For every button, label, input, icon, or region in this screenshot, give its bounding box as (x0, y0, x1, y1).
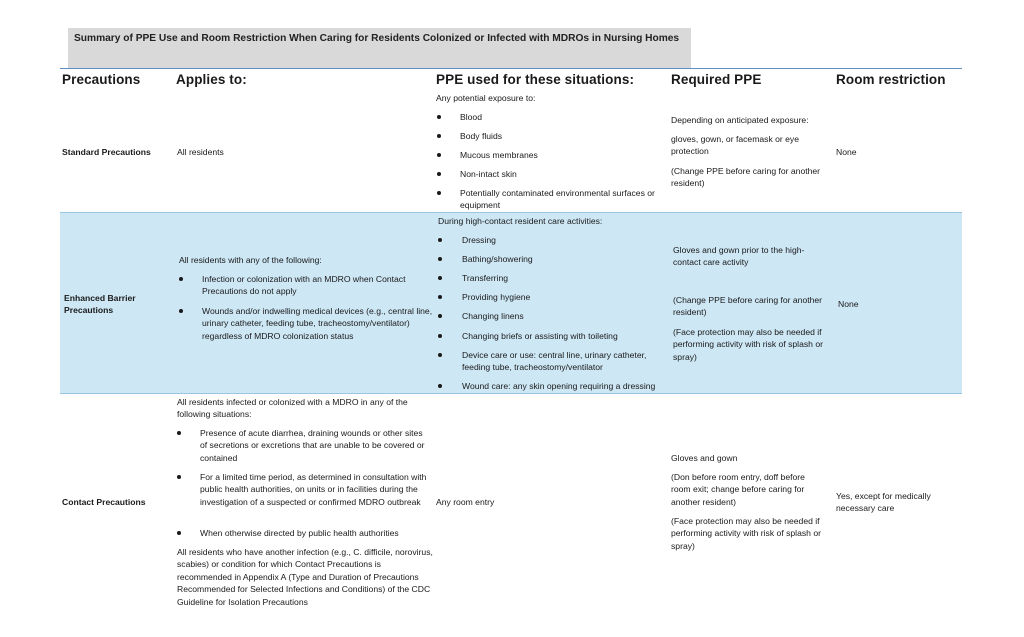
contact-ppe-note-don-doff: (Don before room entry, doff before room exit; change before caring for another resident) (671, 472, 805, 507)
standard-precautions-label: Standard Precautions (62, 147, 151, 157)
list-item: Blood (460, 112, 482, 122)
contact-ppe-main: Gloves and gown (671, 453, 738, 463)
contact-ppe-note-face: (Face protection may also be needed if performing activity with risk of splash or spray) (671, 516, 821, 551)
enhanced-ppe-main: Gloves and gown prior to the high-contact care activity (673, 245, 805, 268)
bullet (438, 295, 442, 299)
header-rule (60, 68, 962, 69)
standard-ppe-intro: Depending on anticipated exposure: (671, 115, 809, 125)
list-item: Changing linens (462, 311, 524, 321)
contact-situations: Any room entry (436, 497, 495, 507)
list-item: Wounds and/or indwelling medical devices (e.g., central line, urinary catheter, feeding tube, tracheostomy/ventilator) regardless of MDRO colonization status (202, 306, 433, 341)
list-item: Wound care: any skin opening requiring a dressing (462, 381, 656, 391)
list-item: Transferring (462, 273, 509, 283)
bullet (438, 353, 442, 357)
bullet (177, 531, 181, 535)
bullet (438, 257, 442, 261)
list-item: When otherwise directed by public health authorities (200, 528, 399, 538)
header-required-ppe: Required PPE (671, 72, 762, 87)
contact-precautions-label: Contact Precautions (62, 497, 146, 507)
standard-ppe-note: (Change PPE before caring for another resident) (671, 166, 821, 189)
list-item: Presence of acute diarrhea, draining wounds or other sites of secretions or excretions that are unable to be covered or contained (200, 428, 425, 463)
contact-applies-outro: All residents who have another infection (e.g., C. difficile, norovirus, scabies) or condition for which Contact Precautions is recommended in Appendix A (Type and Duration of Precautions Recommended for Selected Infections and Conditions) of the CDC Guideline for Isolation Precautions (177, 547, 433, 607)
header-precautions: Precautions (62, 72, 141, 87)
enhanced-room-restriction: None (838, 299, 859, 309)
list-item: Non-intact skin (460, 169, 517, 179)
bullet (438, 238, 442, 242)
bullet (438, 314, 442, 318)
list-item: Dressing (462, 235, 496, 245)
bullet (438, 384, 442, 388)
header-ppe-situations: PPE used for these situations: (436, 72, 635, 87)
list-item: Device care or use: central line, urinary catheter, feeding tube, tracheostomy/ventilator (462, 350, 647, 373)
contact-room-restriction: Yes, except for medically necessary care (836, 491, 931, 514)
bullet (437, 172, 441, 176)
list-item: Bathing/showering (462, 254, 533, 264)
bullet (179, 309, 183, 313)
list-item: Changing briefs or assisting with toileting (462, 331, 618, 341)
enhanced-precautions-label: Enhanced Barrier Precautions (64, 293, 136, 316)
bullet (438, 276, 442, 280)
title-banner (68, 28, 691, 68)
standard-room-restriction: None (836, 147, 857, 157)
enhanced-ppe-note-change: (Change PPE before caring for another resident) (673, 295, 823, 318)
list-item: Providing hygiene (462, 292, 531, 302)
bullet (179, 277, 183, 281)
bullet (437, 153, 441, 157)
list-item: Mucous membranes (460, 150, 538, 160)
row-divider (60, 212, 962, 213)
contact-applies-intro: All residents infected or colonized with a MDRO in any of the following situations: (177, 397, 408, 420)
enhanced-ppe-note-face: (Face protection may also be needed if performing activity with risk of splash or spray) (673, 327, 823, 362)
bullet (438, 334, 442, 338)
bullet (177, 431, 181, 435)
enhanced-applies-intro: All residents with any of the following: (179, 255, 322, 265)
bullet (437, 115, 441, 119)
bullet (177, 475, 181, 479)
list-item: Body fluids (460, 131, 503, 141)
bullet (437, 191, 441, 195)
standard-situations-intro: Any potential exposure to: (436, 93, 536, 103)
list-item: Infection or colonization with an MDRO when Contact Precautions do not apply (202, 274, 406, 297)
row-divider (60, 393, 962, 394)
header-applies-to: Applies to: (176, 72, 247, 87)
header-room-restriction: Room restriction (836, 72, 946, 87)
bullet (437, 134, 441, 138)
standard-ppe-main: gloves, gown, or facemask or eye protection (671, 134, 800, 157)
list-item: Potentially contaminated environmental surfaces or equipment (460, 188, 655, 211)
standard-applies-to: All residents (177, 147, 224, 157)
list-item: For a limited time period, as determined in consultation with public health authorities, on units or in facilities during the investigation of a suspected or confirmed MDRO outbreak (200, 472, 427, 507)
enhanced-situations-intro: During high-contact resident care activities: (438, 216, 603, 226)
table-title: Summary of PPE Use and Room Restriction When Caring for Residents Colonized or Infected with MDROs in Nursing Homes (74, 33, 680, 44)
